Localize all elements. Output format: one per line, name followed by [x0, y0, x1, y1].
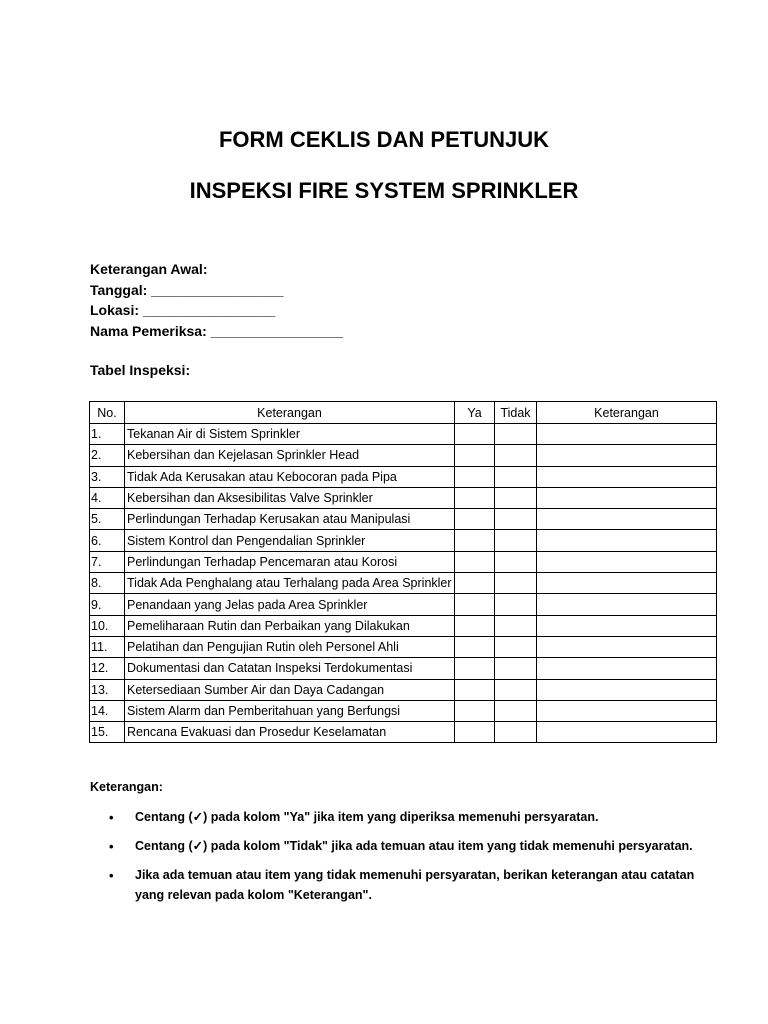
remark-cell[interactable]: [537, 424, 717, 445]
row-item: Kebersihan dan Kejelasan Sprinkler Head: [125, 445, 455, 466]
remark-cell[interactable]: [537, 466, 717, 487]
row-number: 8.: [90, 573, 125, 594]
ya-checkbox-cell[interactable]: [455, 615, 495, 636]
row-number: 4.: [90, 487, 125, 508]
note-text: Centang (✓) pada kolom "Ya" jika item yang diperiksa memenuhi persyaratan.: [135, 810, 599, 824]
row-item: Pelatihan dan Pengujian Rutin oleh Personel Ahli: [125, 636, 455, 657]
table-row: [90, 530, 717, 551]
ya-checkbox-cell[interactable]: [455, 487, 495, 508]
ya-checkbox-cell[interactable]: [455, 466, 495, 487]
row-item: Ketersediaan Sumber Air dan Daya Cadangan: [125, 679, 455, 700]
header-keterangan-notes: Keterangan: [537, 402, 717, 424]
ya-checkbox-cell[interactable]: [455, 594, 495, 615]
table-row: [90, 551, 717, 572]
ya-checkbox-cell[interactable]: [455, 424, 495, 445]
tidak-checkbox-cell[interactable]: [495, 509, 537, 530]
row-item: Tidak Ada Penghalang atau Terhalang pada Area Sprinkler: [125, 573, 455, 594]
notes-label: Keterangan:: [90, 780, 163, 794]
row-item: Tidak Ada Kerusakan atau Kebocoran pada Pipa: [125, 466, 455, 487]
location-field: Lokasi: _________________: [90, 302, 276, 318]
ya-checkbox-cell[interactable]: [455, 636, 495, 657]
row-item: Sistem Kontrol dan Pengendalian Sprinkler: [125, 530, 455, 551]
remark-cell[interactable]: [537, 658, 717, 679]
remark-cell[interactable]: [537, 594, 717, 615]
tidak-checkbox-cell[interactable]: [495, 466, 537, 487]
table-row: [90, 445, 717, 466]
row-item: Perlindungan Terhadap Kerusakan atau Manipulasi: [125, 509, 455, 530]
tidak-checkbox-cell[interactable]: [495, 700, 537, 721]
tidak-checkbox-cell[interactable]: [495, 445, 537, 466]
tidak-checkbox-cell[interactable]: [495, 636, 537, 657]
table-row: [90, 466, 717, 487]
tidak-checkbox-cell[interactable]: [495, 658, 537, 679]
row-number: 11.: [90, 636, 125, 657]
note-item: [109, 866, 695, 905]
tidak-checkbox-cell[interactable]: [495, 615, 537, 636]
header-ya: Ya: [455, 402, 495, 424]
remark-cell[interactable]: [537, 530, 717, 551]
note-text: Jika ada temuan atau item yang tidak memenuhi persyaratan, berikan keterangan atau catatan yang relevan pada kolom "Keterangan".: [135, 868, 695, 902]
row-number: 3.: [90, 466, 125, 487]
remark-cell[interactable]: [537, 722, 717, 743]
row-item: Pemeliharaan Rutin dan Perbaikan yang Dilakukan: [125, 615, 455, 636]
row-item: Penandaan yang Jelas pada Area Sprinkler: [125, 594, 455, 615]
ya-checkbox-cell[interactable]: [455, 722, 495, 743]
row-number: 7.: [90, 551, 125, 572]
row-number: 5.: [90, 509, 125, 530]
note-item: [109, 837, 695, 857]
row-item: Tekanan Air di Sistem Sprinkler: [125, 424, 455, 445]
table-body: [90, 424, 717, 743]
bullet-icon: •: [109, 810, 114, 825]
remark-cell[interactable]: [537, 679, 717, 700]
row-number: 6.: [90, 530, 125, 551]
table-row: [90, 679, 717, 700]
header-tidak: Tidak: [495, 402, 537, 424]
row-number: 15.: [90, 722, 125, 743]
notes-list: [90, 808, 695, 915]
note-item: [109, 808, 695, 828]
info-heading: Keterangan Awal:: [90, 261, 208, 277]
ya-checkbox-cell[interactable]: [455, 551, 495, 572]
inspection-table: [89, 401, 717, 743]
tidak-checkbox-cell[interactable]: [495, 530, 537, 551]
remark-cell[interactable]: [537, 487, 717, 508]
ya-checkbox-cell[interactable]: [455, 509, 495, 530]
remark-cell[interactable]: [537, 445, 717, 466]
table-row: [90, 615, 717, 636]
bullet-icon: •: [109, 839, 114, 854]
row-item: Sistem Alarm dan Pemberitahuan yang Berfungsi: [125, 700, 455, 721]
table-row: [90, 636, 717, 657]
table-row: [90, 487, 717, 508]
remark-cell[interactable]: [537, 615, 717, 636]
row-number: 13.: [90, 679, 125, 700]
tidak-checkbox-cell[interactable]: [495, 487, 537, 508]
tidak-checkbox-cell[interactable]: [495, 573, 537, 594]
table-row: [90, 573, 717, 594]
date-field: Tanggal: _________________: [90, 281, 284, 298]
table-row: [90, 594, 717, 615]
row-number: 9.: [90, 594, 125, 615]
table-row: [90, 722, 717, 743]
remark-cell[interactable]: [537, 636, 717, 657]
table-row: [90, 424, 717, 445]
ya-checkbox-cell[interactable]: [455, 573, 495, 594]
document-subtitle: INSPEKSI FIRE SYSTEM SPRINKLER: [189, 178, 579, 203]
ya-checkbox-cell[interactable]: [455, 700, 495, 721]
table-label: Tabel Inspeksi:: [90, 362, 191, 378]
ya-checkbox-cell[interactable]: [455, 679, 495, 700]
tidak-checkbox-cell[interactable]: [495, 551, 537, 572]
header-keterangan: Keterangan: [125, 402, 455, 424]
inspector-name-field: Nama Pemeriksa: _________________: [90, 322, 343, 339]
row-item: Rencana Evakuasi dan Prosedur Keselamatan: [125, 722, 455, 743]
tidak-checkbox-cell[interactable]: [495, 679, 537, 700]
header-no: No.: [90, 402, 125, 424]
table-header-row: [90, 402, 717, 424]
tidak-checkbox-cell[interactable]: [495, 594, 537, 615]
row-number: 1.: [90, 424, 125, 445]
bullet-icon: •: [109, 868, 114, 883]
ya-checkbox-cell[interactable]: [455, 658, 495, 679]
remark-cell[interactable]: [537, 551, 717, 572]
tidak-checkbox-cell[interactable]: [495, 424, 537, 445]
remark-cell[interactable]: [537, 573, 717, 594]
remark-cell[interactable]: [537, 700, 717, 721]
row-item: Perlindungan Terhadap Pencemaran atau Korosi: [125, 551, 455, 572]
row-number: 12.: [90, 658, 125, 679]
row-number: 2.: [90, 445, 125, 466]
document-title: FORM CEKLIS DAN PETUNJUK: [218, 127, 549, 152]
table-row: [90, 658, 717, 679]
row-item: Dokumentasi dan Catatan Inspeksi Terdokumentasi: [125, 658, 455, 679]
note-text: Centang (✓) pada kolom "Tidak" jika ada temuan atau item yang tidak memenuhi persyaratan.: [135, 839, 693, 853]
row-number: 14.: [90, 700, 125, 721]
row-item: Kebersihan dan Aksesibilitas Valve Sprinkler: [125, 487, 455, 508]
ya-checkbox-cell[interactable]: [455, 445, 495, 466]
tidak-checkbox-cell[interactable]: [495, 722, 537, 743]
initial-info-block: [90, 259, 343, 341]
ya-checkbox-cell[interactable]: [455, 530, 495, 551]
remark-cell[interactable]: [537, 509, 717, 530]
table-row: [90, 700, 717, 721]
row-number: 10.: [90, 615, 125, 636]
table-row: [90, 509, 717, 530]
